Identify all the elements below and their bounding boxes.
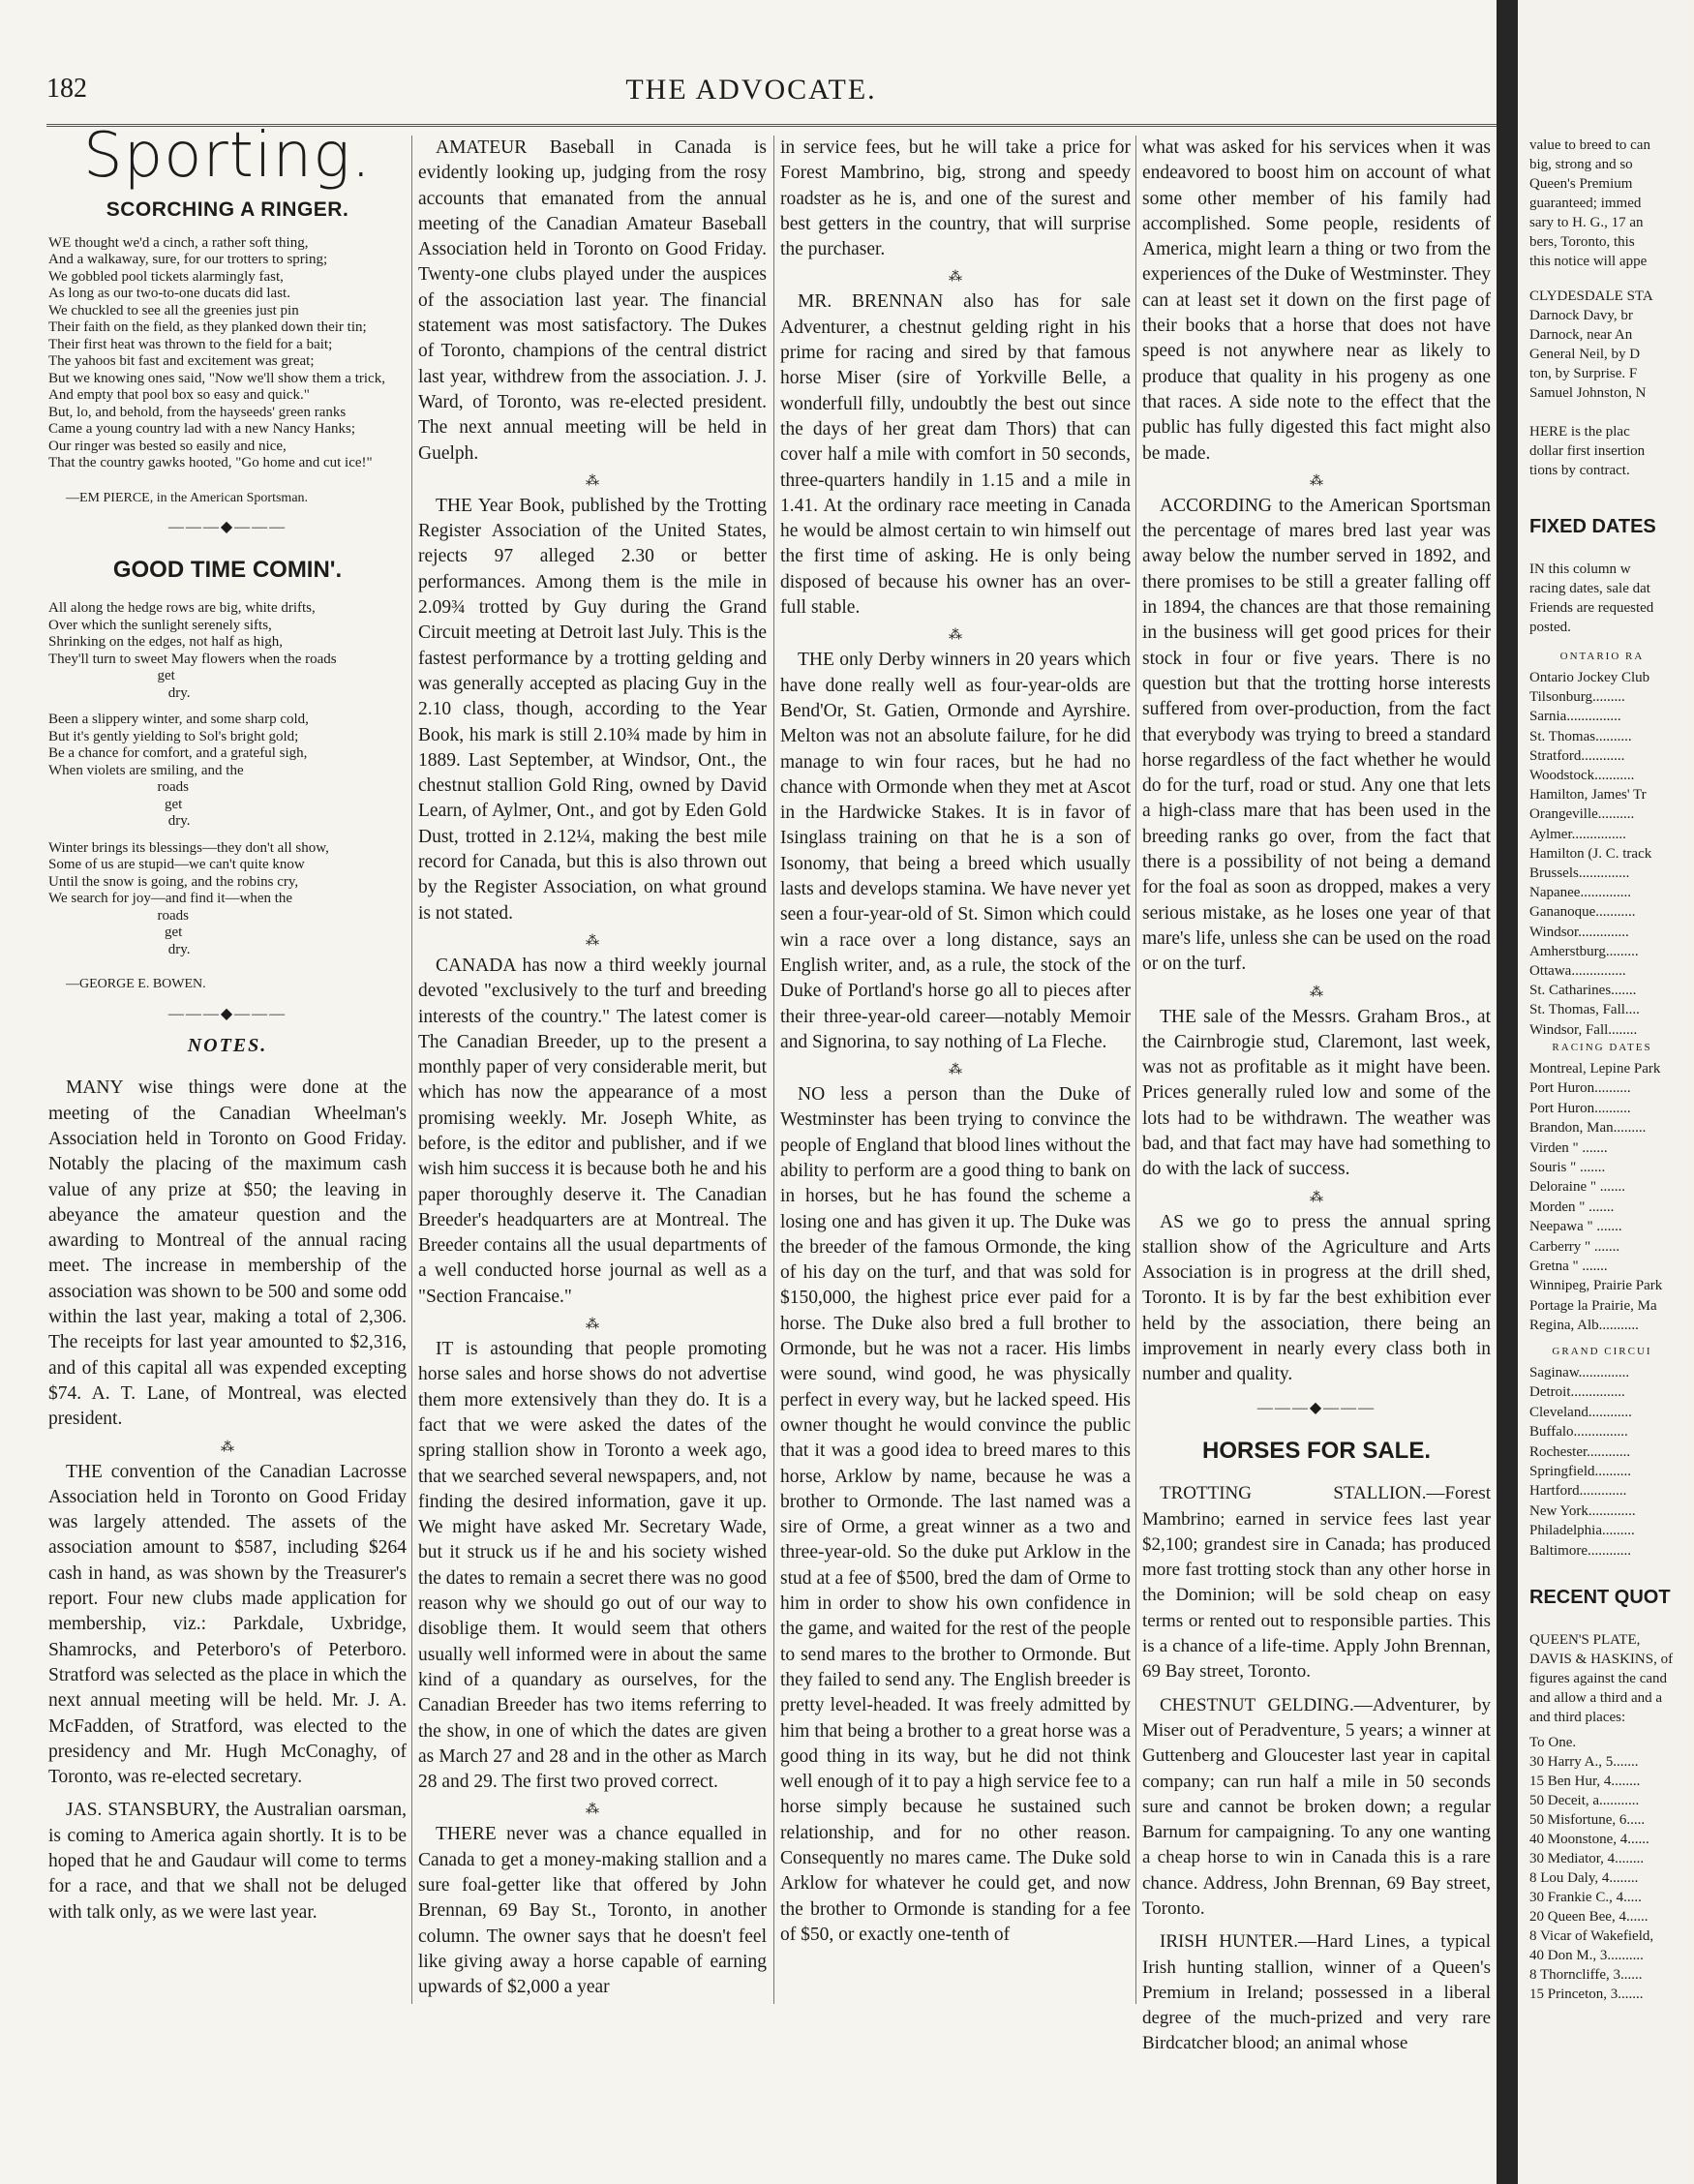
classified-ad: IRISH HUNTER.—Hard Lines, a typical Irish hunting stallion, winner of a Queen's Premium in Ireland; possessed in a liberal degree of the much-prized and very rare Birdcatcher blood; an animal whose [1142,1931,1491,2054]
adjacent-page-fragment [1518,0,1688,2184]
odds-list-item: 15 Princeton, 3....... [1529,1987,1644,2002]
poem-stanza: All along the hedge rows are big, white drifts, Over which the sunlight serenely sifts, Shrinking on the edges, not half as high, They'll turn to sweet May flowers when the roads get dry. [48,600,337,701]
poem-line: And a walkaway, sure, for our trotters to spring; [48,252,328,268]
date-list-item: Gretna " ....... [1529,1259,1608,1275]
poem-line: We gobbled pool tickets alarmingly fast, [48,268,284,285]
article-paragraph: CANADA has now a third weekly journal devoted "exclusively to the turf and breeding interests of the country." The latest comer is The Canadian Breeder, up to the present a monthly paper of very considerable merit, but which has now the appearance of a most promising weekly. Mr. Joseph White, as before, is the editor and publisher, and if we wish him success it is because both he and his paper thoroughly deserve it. The Canadian Breeder's headquarters are at Montreal. The Breeder contains all the usual departments of a well conducted horse journal as well as a "Section Francaise." [418,955,767,1307]
classified-ad: TROTTING STALLION.—Forest Mambrino; earned in service fees last year $2,100; grandest sire in Canada; has produced more fast trotting stock than any other horse in the Dominion; will be sold cheap on easy terms or rented out to responsible parties. This is a chance of a life-time. Apply John Brennan, 69 Bay street, Toronto. [1142,1483,1491,1683]
date-list-item: Stratford............ [1529,747,1625,764]
next-page-list [1529,1059,1694,1336]
odds-list-item: 50 Deceit, a........... [1529,1793,1640,1808]
date-list-item: Gananoque........... [1529,904,1636,921]
next-page-line: and third places: [1529,1710,1626,1725]
next-page-line: QUEEN'S PLATE, [1529,1632,1641,1648]
poem-line: The yahoos bit fast and excitement was great; [48,353,315,370]
page-gutter [1497,0,1518,2184]
article-paragraph: AMATEUR Baseball in Canada is evidently looking up, judging from the rosy accounts that emanated from the annual meeting of the Canadian Amateur Baseball Association held in Toronto on Good Friday. Twenty-one clubs played under the auspices of the association last year. The financial statement was most satisfactory. The Dukes of Toronto, champions of the central district last year, withdrew from the association. J. J. Ward, of Toronto, was re-elected president. The next annual meeting will be held in Guelph. [418,137,767,464]
date-list-item: Port Huron.......... [1529,1100,1631,1116]
next-page-line: posted. [1529,620,1571,635]
poem-line: Our ringer was bested so easily and nice, [48,438,287,454]
next-page-list [1529,1733,1694,2004]
next-page-line: General Neil, by D [1529,347,1641,362]
date-list-item: Amherstburg......... [1529,943,1639,959]
odds-list-item: 50 Misfortune, 6..... [1529,1812,1646,1828]
column-divider [773,136,774,2004]
odds-list-item: 30 Frankie C., 4..... [1529,1890,1642,1905]
next-page-line: Queen's Premium [1529,176,1633,192]
article-paragraph: IT is astounding that people promoting horse sales and horse shows do not advertise them more extensively than they do. It is a fact that we were asked the dates of the spring stallion show in Toronto a week ago, that we searched several newspapers, and, not finding the desired information, gave it up. We might have asked Mr. Secretary Wade, but it struck us if he and his society wished the dates to remain a secret there was no good reason why we should go out of our way to disoblige them. It would seem that others usually well informed were in about the same kind of a quandary as ourselves, for the Canadian Breeder has two items referring to the show, in one of which the dates are given as March 27 and 28 and in the other as March 28 and 29. The first two proved correct. [418,1339,767,1793]
classified-ads [1142,1481,1491,2057]
column-1 [48,120,407,2004]
asterism: ⁂ [1310,1190,1323,1205]
asterism: ⁂ [949,1063,962,1078]
article-paragraph: what was asked for his services when it was endeavored to boost him on account of what some other member of his family had accomplished. Some people, residents of America, might learn a thing or two from the experiences of the Duke of Westminster. They can at least set it down on the first page of their books that a horse that does not have speed is not anywhere near as likely to produce that quality in his progeny as one that races. A side note to the effect that the public has fully digested this fact might also be made. [1142,137,1491,464]
column-divider [1135,136,1136,2004]
next-page-text-block [1529,560,1694,637]
asterism: ⁂ [1310,985,1323,1000]
odds-list-item: To One. [1529,1735,1577,1750]
poem-stanza: Been a slippery winter, and some sharp cold, But it's gently yielding to Sol's bright gold; Be a chance for comfort, and a grateful sigh, When violets are smiling, and the roads get dry. [48,712,309,830]
article-paragraph: THERE never was a chance equalled in Canada to get a money-making stallion and a sure foal-getter like that offered by John Brennan, 69 Bay St., Toronto, in another column. The owner says that he doesn't feel like giving away a horse capable of earning upwards of $2,000 a year [418,1824,767,1998]
poem-line: WE thought we'd a cinch, a rather soft thing, [48,234,309,251]
date-list-item: Montreal, Lepine Park [1529,1061,1661,1077]
date-list-item: Port Huron.......... [1529,1080,1631,1097]
asterism: ⁂ [586,1318,599,1333]
date-list-item: St. Thomas.......... [1529,728,1632,744]
date-list-item: St. Catharines....... [1529,983,1637,999]
notes-title: NOTES. [187,1035,268,1057]
asterism: ⁂ [949,270,962,286]
list-heading: ONTARIO RA [1559,651,1645,662]
asterism: ⁂ [221,1440,234,1455]
article-paragraph: NO less a person than the Duke of Westminster has been trying to convince the people of England that blood lines without the ability to perform are a good thing to bank on in horses, but he has found the scheme a losing one and has given it up. The Duke was the breeder of the famous Ormonde, the king of his day on the turf, and that was sold for $150,000, the highest price ever paid for a horse. The Duke also bred a full brother to Ormonde, but he was not a racer. His limbs were sound, wind good, he was physically perfect in every way, but he lacked speed. His owner thought he would convince the public that it was a good idea to breed mares to this horse, Arklow by name, because he was a brother to Ormonde. The last named was a sire of Orme, a great winner as a two and three-year-old. So the duke put Arklow in the stud at a fee of $500, bred the dam of Orme to him in order to show his own confidence in the game, and waited for the rest of the people to send mares to the brother to Ormonde. But they failed to send any. The English breeder is pretty level-headed. It was freely admitted by him that being a brother to a great horse was a good thing in its way, but he did not think well enough of it to pay a high service fee to a horse simply because he sustained such relationship, and for no other reason. Consequently no mares came. The Duke sold Arklow for whatever he could get, and now the brother to Ormonde is standing for a fee of $50, or exactly one-tenth of [780,1084,1131,1945]
date-list-item: Rochester............ [1529,1443,1631,1460]
odds-list-item: 30 Harry A., 5....... [1529,1754,1639,1770]
asterism: ⁂ [586,933,599,949]
next-page-line: CLYDESDALE STA [1529,288,1653,304]
poem-line: And empty that pool box so easy and quick." [48,387,310,404]
article-paragraph: ACCORDING to the American Sportsman the percentage of mares bred last year was away below the number served in 1892, and there promises to be still a greater falling off in 1894, the chances are that those remaining in the business will get good prices for their stock in four or five years. There is no question but that the trotting horse interests suffered from over-production, from the fact that everybody was trying to breed a standard horse regardless of the fact whether he would do for the turf, road or stud. Any one that lets a high-class mare that has been used in the breeding ranks go over, from the fact that there is a possibility of not being a demand for the foal as soon as dropped, makes a very serious mistake, as he loses one year of that mare's life, unless she can be used on the road or on the turf. [1142,495,1491,975]
poem-line: Their first heat was thrown to the field for a bait; [48,336,333,352]
recent-quotations-title: RECENT QUOT [1529,1587,1671,1608]
next-page-line: guaranteed; immed [1529,196,1642,211]
odds-list-item: 40 Don M., 3.......... [1529,1948,1644,1963]
poem-line: We chuckled to see all the greenies just pin [48,302,299,318]
article-paragraph: THE only Derby winners in 20 years which have done really well as four-year-olds are Bend'Or, St. Gatien, Ormonde and Ayrshire. Melton was not an absolute failure, for he did manage to win four races, but he had no chance with Ormonde when they met at Ascot in the Hardwicke Stakes. It is in favor of Isinglass training on that he is a son of Isonomy, that being a breed which usually lasts and develops stamina. We have never yet seen a four-year-old of St. Simon which could win a race over a long distance, says an English writer, and, as a rule, the stock of the Duke of Portland's horse go all to pieces after their three-year-old career—notably Memoir and Signorina, to say nothing of La Fleche. [780,650,1131,1052]
next-page-list [1529,668,1694,1040]
article-paragraph: MANY wise things were done at the meeting of the Canadian Wheelman's Association held in Toronto on Good Friday. Notably the placing of the maximum cash value of any prize at $50; the leaving in abeyance the amateur question and the awarding to Montreal of the annual racing meet. The increase in membership of the association was shown to be 500 and some odd within the last year, making a total of 2,306. The receipts for last year amounted to $2,316, and of this capital all was expended excepting $74. A. T. Lane, of Montreal, was elected president. [48,1077,407,1430]
poem-title: SCORCHING A RINGER. [106,198,349,222]
date-list-item: Tilsonburg......... [1529,689,1625,706]
date-list-item: Windsor.............. [1529,924,1629,940]
date-list-item: Winnipeg, Prairie Park [1529,1278,1663,1294]
date-list-item: Portage la Prairie, Ma [1529,1297,1657,1314]
date-list-item: Philadelphia......... [1529,1523,1635,1539]
fixed-dates-title: FIXED DATES [1529,516,1656,537]
date-list-item: St. Thomas, Fall.... [1529,1002,1640,1018]
date-list-item: Carberry " ....... [1529,1238,1620,1255]
date-list-item: Morden " ....... [1529,1198,1615,1215]
list-heading: GRAND CIRCUI [1552,1346,1652,1357]
next-page-line: bers, Toronto, this [1529,234,1635,250]
column-3 [780,136,1131,2004]
poem-line: But, lo, and behold, from the hayseeds' green ranks [48,404,347,420]
next-page-text-block [1529,136,1694,271]
date-list-item: Woodstock........... [1529,768,1635,784]
ornament-divider: ———◆——— [167,518,287,535]
next-page-text-block [1529,1630,1694,1727]
date-list-item: Springfield.......... [1529,1464,1631,1480]
next-page-list [1529,1363,1694,1561]
for-sale-title: HORSES FOR SALE. [1201,1437,1432,1464]
date-list-item: Brandon, Man......... [1529,1120,1647,1137]
date-list-item: Brussels.............. [1529,865,1630,882]
poem-line: But we knowing ones said, "Now we'll show them a trick, [48,370,385,386]
date-list-item: Napanee.............. [1529,885,1631,901]
date-list-item: Hamilton, James' Tr [1529,787,1647,804]
ornament-divider: ———◆——— [1256,1399,1376,1416]
next-page-line: figures against the cand [1529,1671,1668,1686]
next-page-text-block [1529,422,1694,480]
date-list-item: Deloraine " ....... [1529,1179,1626,1196]
next-page-line: dollar first insertion [1529,443,1646,459]
poem-line: Came a young country lad with a new Nancy Hanks; [48,421,355,438]
next-page-line: and allow a third and a [1529,1690,1663,1706]
column-2 [418,136,767,2004]
poem-stanza: Winter brings its blessings—they don't all show, Some of us are stupid—we can't quite know Until the snow is going, and the robins cry, We search for joy—and find it—when the roads get dry. [48,839,329,957]
article-paragraph: THE sale of the Messrs. Graham Bros., at the Cairnbrogie stud, Claremont, last week, was not as profitable as it might have been. Prices generally ruled low and some of the lots had to be withdrawn. The weather was bad, and that fact may have had something to do with the lack of success. [1142,1006,1491,1180]
date-list-item: Detroit............... [1529,1384,1625,1401]
article-paragraph: JAS. STANSBURY, the Australian oarsman, is coming to America again shortly. It is to be hoped that he and Gaudaur will come to terms for a race, and that we shall not be deluged with talk only, as we were last year. [48,1800,407,1923]
date-list-item: Buffalo............... [1529,1424,1628,1441]
next-page-line: ton, by Surprise. F [1529,366,1638,381]
ornament-divider: ———◆——— [167,1005,287,1022]
asterism: ⁂ [586,473,599,489]
article-paragraph: AS we go to press the annual spring stallion show of the Agriculture and Arts Association is in progress at the drill shed, Toronto. It is by far the best exhibition ever held by the association, there being an improvement in nearly every class both in number and quality. [1142,1211,1491,1385]
next-page-heading [1529,1588,1694,1607]
poem-line: As long as our two-to-one ducats did last. [48,286,290,302]
column-4 [1142,136,1491,2054]
next-page-line: this notice will appe [1529,254,1648,269]
odds-list-item: 20 Queen Bee, 4...... [1529,1909,1649,1925]
page-header [0,74,1502,112]
article-paragraph: THE convention of the Canadian Lacrosse Association held in Toronto on Good Friday was largely attended. The assets of the association amount to $587, including $264 cash in hand, as was shown by the Treasurer's report. Four new clubs made application for membership, viz.: Parkdale, Uxbridge, Shamrocks, and Peterboro's of Peterboro. Stratford was selected as the place in which the next annual meeting will be held. Mr. J. A. McFadden, of Stratford, was elected to the presidency and Mr. Hugh McConaghy, of Toronto, was re-elected secretary. [48,1461,407,1788]
masthead: THE ADVOCATE. [625,74,877,106]
date-list-item: Orangeville.......... [1529,806,1635,823]
list-heading: RACING DATES [1552,1042,1652,1053]
next-page-heading [1529,517,1694,536]
section-title: Sporting. [83,120,372,192]
poem-byline: —EM PIERCE, in the American Sportsman. [66,490,309,505]
column-divider [411,136,412,2004]
date-list-item: Hamilton (J. C. track [1529,845,1652,862]
date-list-item: Regina, Alb........... [1529,1318,1639,1334]
next-page-line: racing dates, sale dat [1529,581,1650,596]
next-page-line: tions by contract. [1529,463,1630,478]
date-list-item: Baltimore............ [1529,1542,1631,1559]
poem-line: That the country gawks hooted, "Go home and cut ice!" [48,455,373,471]
article-paragraph: in service fees, but he will take a price for Forest Mambrino, big, strong and speedy roadster as he is, and one of the surest and best getters in the country, that will surprise the purchaser. [780,137,1131,260]
page-number: 182 [46,74,87,104]
next-page-line: sary to H. G., 17 an [1529,215,1644,230]
odds-list-item: 8 Lou Daly, 4........ [1529,1870,1639,1886]
poem-scorching-a-ringer [48,235,407,472]
next-page-line: HERE is the plac [1529,424,1630,440]
odds-list-item: 40 Moonstone, 4...... [1529,1832,1649,1847]
article-paragraph: MR. BRENNAN also has for sale Adventurer, a chestnut gelding right in his prime for racing and sired by that famous horse Miser (sire of Yorkville Belle, a wonderfull filly, undoubtly the best out since the days of her great dam Thors) that can cover half a mile with comfort in 50 seconds, three-quarters handily in 1.15 and a mile in 1.41. At the ordinary race meeting in Canada he would be almost certain to win himself out the first time of asking. He is only being disposed of because his owner has an over-full stable. [780,291,1131,619]
next-page-line: Darnock, near An [1529,327,1633,343]
next-page-line: Samuel Johnston, N [1529,385,1647,401]
date-list-item: Virden " ....... [1529,1139,1608,1156]
next-page-line: IN this column w [1529,561,1631,577]
next-page-text-block [1529,287,1694,403]
date-list-item: Ottawa............... [1529,963,1626,980]
date-list-item: Saginaw.............. [1529,1365,1630,1380]
date-list-item: Windsor, Fall........ [1529,1021,1638,1038]
date-list-item: Ontario Jockey Club [1529,670,1650,685]
date-list-item: Aylmer............... [1529,826,1626,842]
article-paragraph: THE Year Book, published by the Trotting Register Association of the United States, rejects 97 alleged 2.30 or better performances. Among them is the mile in 2.09¾ trotted by Guy during the Grand Circuit meeting at Detroit last July. This is the fastest performance by a trotting gelding and was generally accepted as placing Guy in the 2.10 class, though, according to the Year Book, his mark is still 2.10¾ made by him in 1889. Last September, at Windsor, Ont., the chestnut stallion Gold Ring, owned by David Learn, of Aylmer, Ont., and got by Eden Gold Dust, trotted in 2.12¼, making the best mile record for Canada, but this is also thrown out by the Register Association, on what ground is not stated. [418,495,767,924]
poem-good-time-comin [48,600,407,958]
date-list-item: Sarnia............... [1529,709,1621,725]
next-page-line: Friends are requested [1529,600,1654,616]
poem-title: GOOD TIME COMIN'. [112,557,343,584]
asterism: ⁂ [586,1803,599,1818]
odds-list-item: 15 Ben Hur, 4........ [1529,1774,1641,1789]
poem-byline: —GEORGE E. BOWEN. [66,977,206,992]
odds-list-item: 8 Vicar of Wakefield, [1529,1928,1654,1944]
next-page-line: Darnock Davy, br [1529,308,1633,323]
odds-list-item: 30 Mediator, 4........ [1529,1851,1645,1866]
odds-list-item: 8 Thorncliffe, 3...... [1529,1967,1643,1983]
next-page-line: big, strong and so [1529,157,1633,172]
next-page-line: DAVIS & HASKINS, of [1529,1652,1674,1667]
date-list-item: Neepawa " ....... [1529,1219,1622,1235]
asterism: ⁂ [1310,473,1323,489]
date-list-item: Souris " ....... [1529,1160,1606,1176]
next-page-line: value to breed to can [1529,137,1650,153]
asterism: ⁂ [949,628,962,644]
poem-line: Their faith on the field, as they planked down their tin; [48,319,367,336]
date-list-item: Cleveland............ [1529,1404,1632,1420]
classified-ad: CHESTNUT GELDING.—Adventurer, by Miser out of Peradventure, 5 years; a winner at Guttenberg and Gloucester last year in capital company; can run half a mile in 50 seconds sure and cannot be broken down; a regular Barnum for campaigning. To any one wanting a cheap horse to win in Canada this is a rare chance. Address, John Brennan, 69 Bay street, Toronto. [1142,1694,1491,1919]
date-list-item: Hartford............. [1529,1483,1627,1500]
date-list-item: New York............. [1529,1502,1636,1519]
